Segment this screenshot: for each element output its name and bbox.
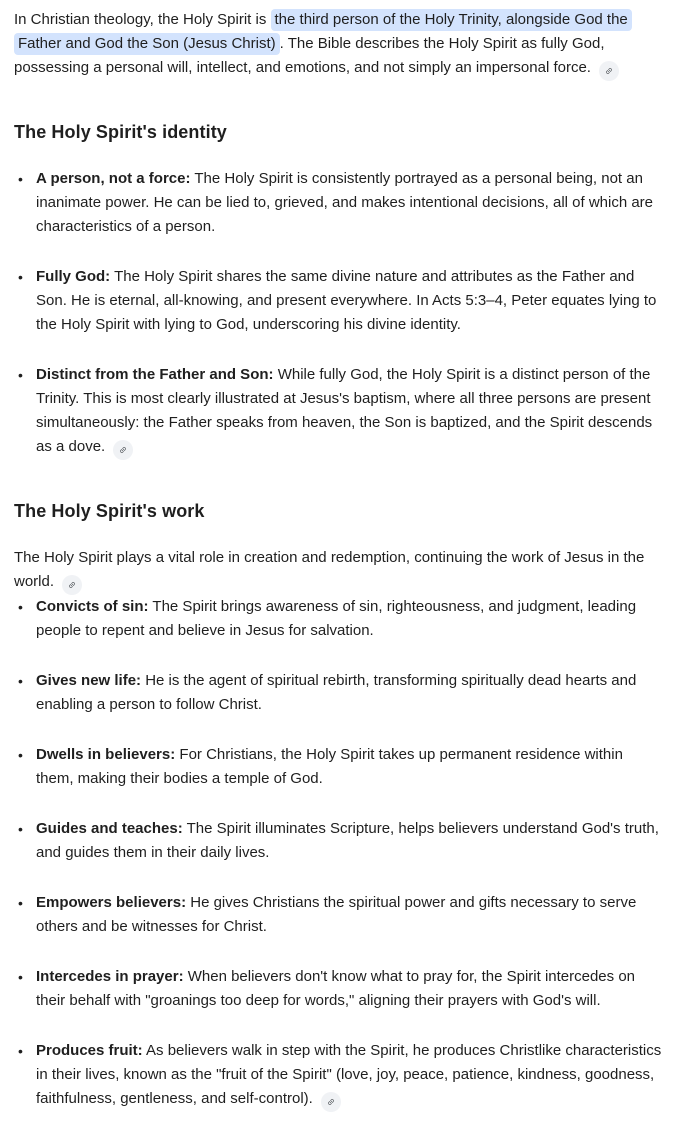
bullet-text: He gives Christians the spiritual power and gifts necessary to serve others and be witnesses for Christ. <box>36 894 637 935</box>
bullet-item <box>14 743 664 791</box>
bullet-text: The Holy Spirit is consistently portrayed as a personal being, not an inanimate power. He can be lied to, grieved, and makes intentional decisions, all of which are characteristics of a person. <box>36 170 654 235</box>
citation-link-chip[interactable] <box>62 575 82 595</box>
link-icon <box>68 579 76 591</box>
bullet-lead: Dwells in believers: <box>36 746 176 763</box>
bullet-text: For Christians, the Holy Spirit takes up permanent residence within them, making their bodies a temple of God. <box>36 746 623 787</box>
citation-link-chip[interactable] <box>599 61 619 81</box>
bullet-item <box>14 669 664 717</box>
bullet-text: He is the agent of spiritual rebirth, transforming spiritually dead hearts and enabling a person to follow Christ. <box>36 672 637 713</box>
bullet-item <box>14 965 664 1013</box>
bullet-list <box>14 167 664 460</box>
bullet-item <box>14 891 664 939</box>
bullet-text: As believers walk in step with the Spirit, he produces Christlike characteristics in their lives, known as the "fruit of the Spirit" (love, joy, peace, patience, kindness, goodness, faithfulness, gentleness, and self-control). <box>36 1042 662 1107</box>
bullet-lead: Convicts of sin: <box>36 598 149 615</box>
content-section <box>14 498 664 1112</box>
section-intro <box>14 546 664 595</box>
bullet-item <box>14 363 664 460</box>
bullet-text: While fully God, the Holy Spirit is a distinct person of the Trinity. This is most clearly illustrated at Jesus's baptism, where all three persons are present simultaneously: the Father speaks from heaven, the Son is baptized, and the Spirit descends as a dove. <box>36 366 653 455</box>
bullet-lead: Produces fruit: <box>36 1042 143 1059</box>
intro-paragraph <box>14 8 664 81</box>
bullet-lead: Gives new life: <box>36 672 142 689</box>
citation-link-chip[interactable] <box>321 1092 341 1112</box>
bullet-item <box>14 265 664 337</box>
link-icon <box>327 1096 335 1108</box>
intro-text-post: . The Bible describes the Holy Spirit as fully God, possessing a personal will, intellect, and emotions, and not simply an impersonal force. <box>14 35 605 76</box>
bullet-text: The Holy Spirit shares the same divine nature and attributes as the Father and Son. He is eternal, all-knowing, and present everywhere. In Acts 5:3–4, Peter equates lying to the Holy Spirit with lying to God, underscoring his divine identity. <box>36 268 657 333</box>
citation-link-chip[interactable] <box>113 440 133 460</box>
bullet-text: When believers don't know what to pray for, the Spirit intercedes on their behalf with "groanings too deep for words," aligning their prayers with God's will. <box>36 968 636 1009</box>
bullet-lead: Intercedes in prayer: <box>36 968 184 985</box>
intro-text-pre: In Christian theology, the Holy Spirit is <box>14 11 271 28</box>
section-heading: The Holy Spirit's work <box>14 501 205 521</box>
bullet-lead: Empowers believers: <box>36 894 187 911</box>
content-section <box>14 119 664 460</box>
link-icon <box>119 444 127 456</box>
bullet-list <box>14 595 664 1112</box>
bullet-lead: Distinct from the Father and Son: <box>36 366 274 383</box>
bullet-item <box>14 1039 664 1112</box>
bullet-text: The Spirit illuminates Scripture, helps believers understand God's truth, and guides them in their daily lives. <box>36 820 659 861</box>
bullet-text: The Spirit brings awareness of sin, righteousness, and judgment, leading people to repent and believe in Jesus for salvation. <box>36 598 637 639</box>
bullet-item <box>14 595 664 643</box>
section-heading: The Holy Spirit's identity <box>14 122 227 142</box>
highlighted-snippet: the third person of the Holy Trinity, alongside God the Father and God the Son (Jesus Christ) <box>14 9 632 55</box>
bullet-lead: A person, not a force: <box>36 170 191 187</box>
bullet-lead: Fully God: <box>36 268 111 285</box>
section-intro-text: The Holy Spirit plays a vital role in creation and redemption, continuing the work of Jesus in the world. <box>14 549 645 590</box>
bullet-item <box>14 817 664 865</box>
bullet-lead: Guides and teaches: <box>36 820 183 837</box>
link-icon <box>605 65 613 77</box>
bullet-item <box>14 167 664 239</box>
sections-container <box>14 119 664 1112</box>
